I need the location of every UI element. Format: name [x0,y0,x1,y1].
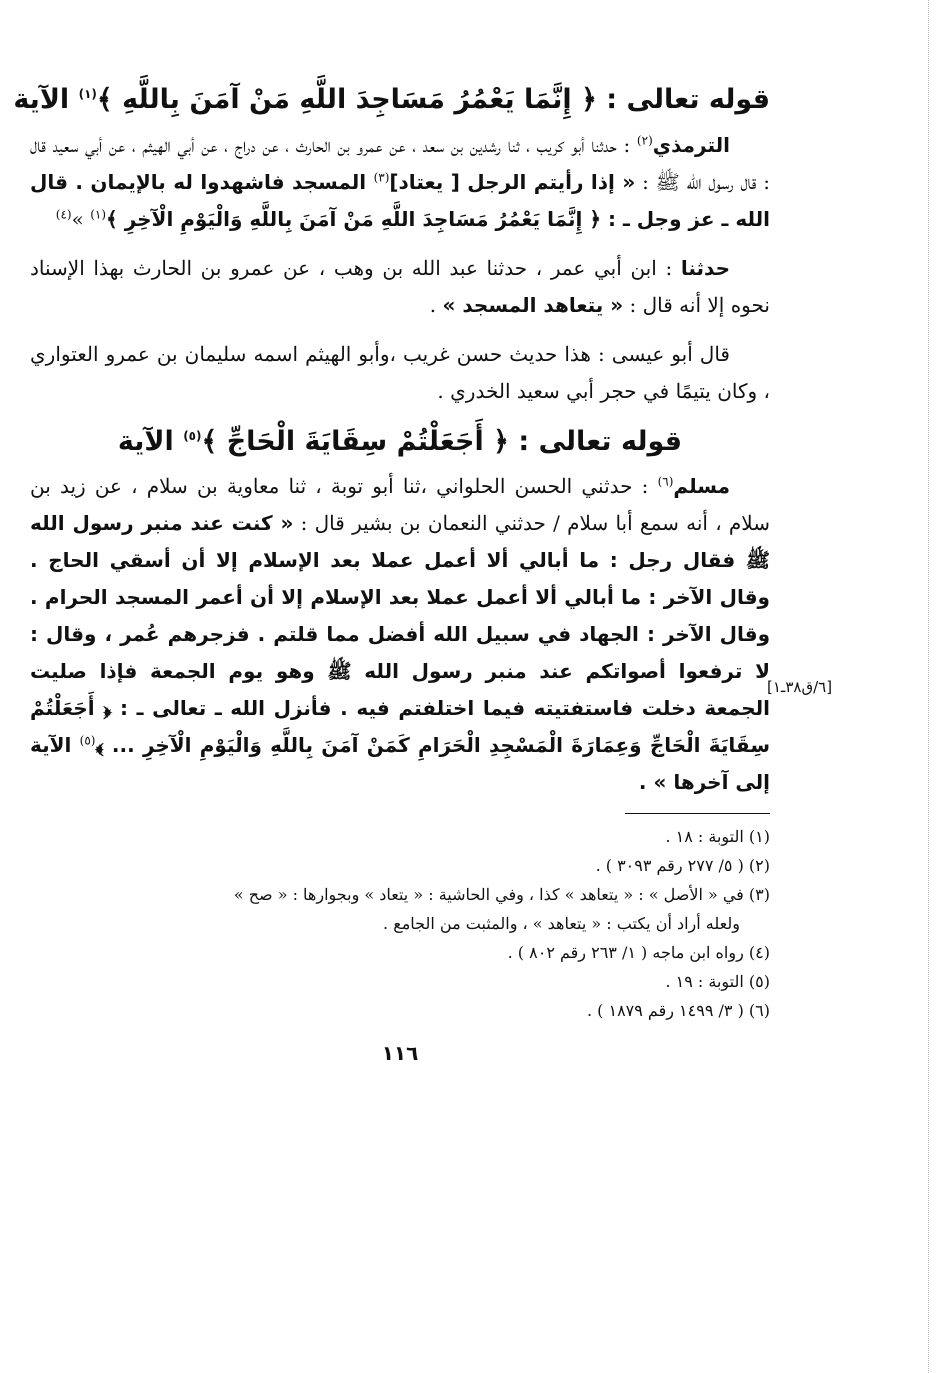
footnote-6: (٦) ( ٣/ ١٤٩٩ رقم ١٨٧٩ ) . [586,1001,770,1020]
footnote-ref[interactable]: (١) [90,206,107,221]
hadith-paragraph-3 [30,468,770,801]
matn-end: . [429,292,443,317]
matn-end: » [71,206,91,231]
footnote-2: (٢) ( ٥/ ٢٧٧ رقم ٣٠٩٣ ) . [595,856,770,875]
matn-end: الآية إلى آخرها » . [30,733,770,794]
isnad-text: : حدثني الحسن الحلواني ،ثنا أبو توبة ، ثنا معاوية بن سلام ، عن زيد بن سلام ، أنه سمع أبا سلام / حدثني النعمان بن بشير قال : [30,474,770,535]
hadith-paragraph-2 [30,250,770,324]
footnote-4: (٤) رواه ابن ماجه ( ١/ ٢٦٣ رقم ٨٠٢ ) . [507,943,770,962]
footnote-ref[interactable]: (١) [78,87,97,101]
matn-text: « يتعاهد المسجد » [442,292,624,317]
source-name: الترمذي [652,132,730,157]
matn-text: المسجد فاشهدوا له بالإيمان . قال الله ـ عز وجل ـ : ﴿ إِنَّمَا يَعْمُرُ مَسَاجِدَ اللَّهِ مَنْ آمَنَ بِاللَّهِ وَالْيَوْمِ الْآخِرِ ﴾ [30,169,770,231]
heading-tail: الآية [117,425,184,457]
footnote-ref[interactable]: (٥) [79,733,96,748]
footnote-ref[interactable]: (٤) [55,206,72,221]
margin-guide [928,0,929,1373]
footnotes [30,822,770,1025]
hadith-paragraph-1 [30,127,770,238]
page [13,80,771,1360]
footnote-ref[interactable]: (٥) [183,428,202,443]
manuscript-margin-note: [٦/ق٣٨ـ١] [767,678,833,696]
isnad-text: : ابن أبي عمر ، حدثنا عبد الله بن وهب ، عن عمرو بن الحارث بهذا الإسناد نحوه إلا أنه قال : [30,255,770,317]
footnote-divider [625,813,770,814]
source-name: مسلم [673,474,730,498]
footnote-ref[interactable]: (٣) [373,169,390,184]
source-name: حدثنا [680,255,730,280]
footnote-1: (١) التوبة : ١٨ . [665,827,770,846]
footnote-ref[interactable]: (٢) [636,132,653,147]
page-number: ١١٦ [381,1041,419,1065]
footnote-3-continued: ولعله أراد أن يكتب : « يتعاهد » ، والمثبت من الجامع . [383,914,740,933]
heading-text: قوله تعالى : ﴿ إِنَّمَا يَعْمُرُ مَسَاجِدَ اللَّهِ مَنْ آمَنَ بِاللَّهِ ﴾ [96,84,770,115]
footnote-3: (٣) في « الأصل » : « يتعاهد » كذا ، وفي الحاشية : « يتعاد » وبجوارها : « صح » [233,885,770,904]
commentary-paragraph: قال أبو عيسى : هذا حديث حسن غريب ،وأبو الهيثم اسمه سليمان بن عمرو العتواري ، وكان يتيمًا في حجر أبي سعيد الخدري . [30,341,770,403]
isnad-text: : حدثنا أبو كريب ، ثنا رشدين بن سعد ، عن عمرو بن الحارث ، عن دراج ، عن أبي الهيثم ، عن أبي سعيد قال : قال رسول الله ﷺ : [30,132,771,194]
section-heading-2 [30,422,770,463]
footnote-ref[interactable]: (٦) [657,474,674,489]
matn-text: « كنت عند منبر رسول الله ﷺ فقال رجل : ما أبالي ألا أعمل عملا بعد الإسلام إلا أن أسقي الحاج . وقال الآخر : ما أبالي ألا أعمل عملا بعد الإسلام إلا أن أعمر المسجد الحرام . وقال الآخر : الجهاد في سبيل الله أفضل مما قلتم . فزجرهم عُمر ، وقال : لا ترفعوا أصواتكم عند منبر رسول الله ﷺ وهو يوم الجمعة فإذا صليت الجمعة دخلت فاستفتيته فيما اختلفتم فيه . فأنزل الله ـ تعالى ـ : ﴿ أَجَعَلْتُمْ سِقَايَةَ الْحَاجِّ وَعِمَارَةَ الْمَسْجِدِ الْحَرَامِ كَمَنْ آمَنَ بِاللَّهِ وَالْيَوْمِ الْآخِرِ ... ﴾ [30,511,770,757]
matn-text: « إذا رأيتم الرجل [ يعتاد] [389,169,636,194]
section-heading-1 [13,80,770,121]
footnote-5: (٥) التوبة : ١٩ . [665,972,770,991]
heading-tail: الآية [13,84,79,115]
heading-text: قوله تعالى : ﴿ أَجَعَلْتُمْ سِقَايَةَ الْحَاجِّ ﴾ [201,425,683,457]
